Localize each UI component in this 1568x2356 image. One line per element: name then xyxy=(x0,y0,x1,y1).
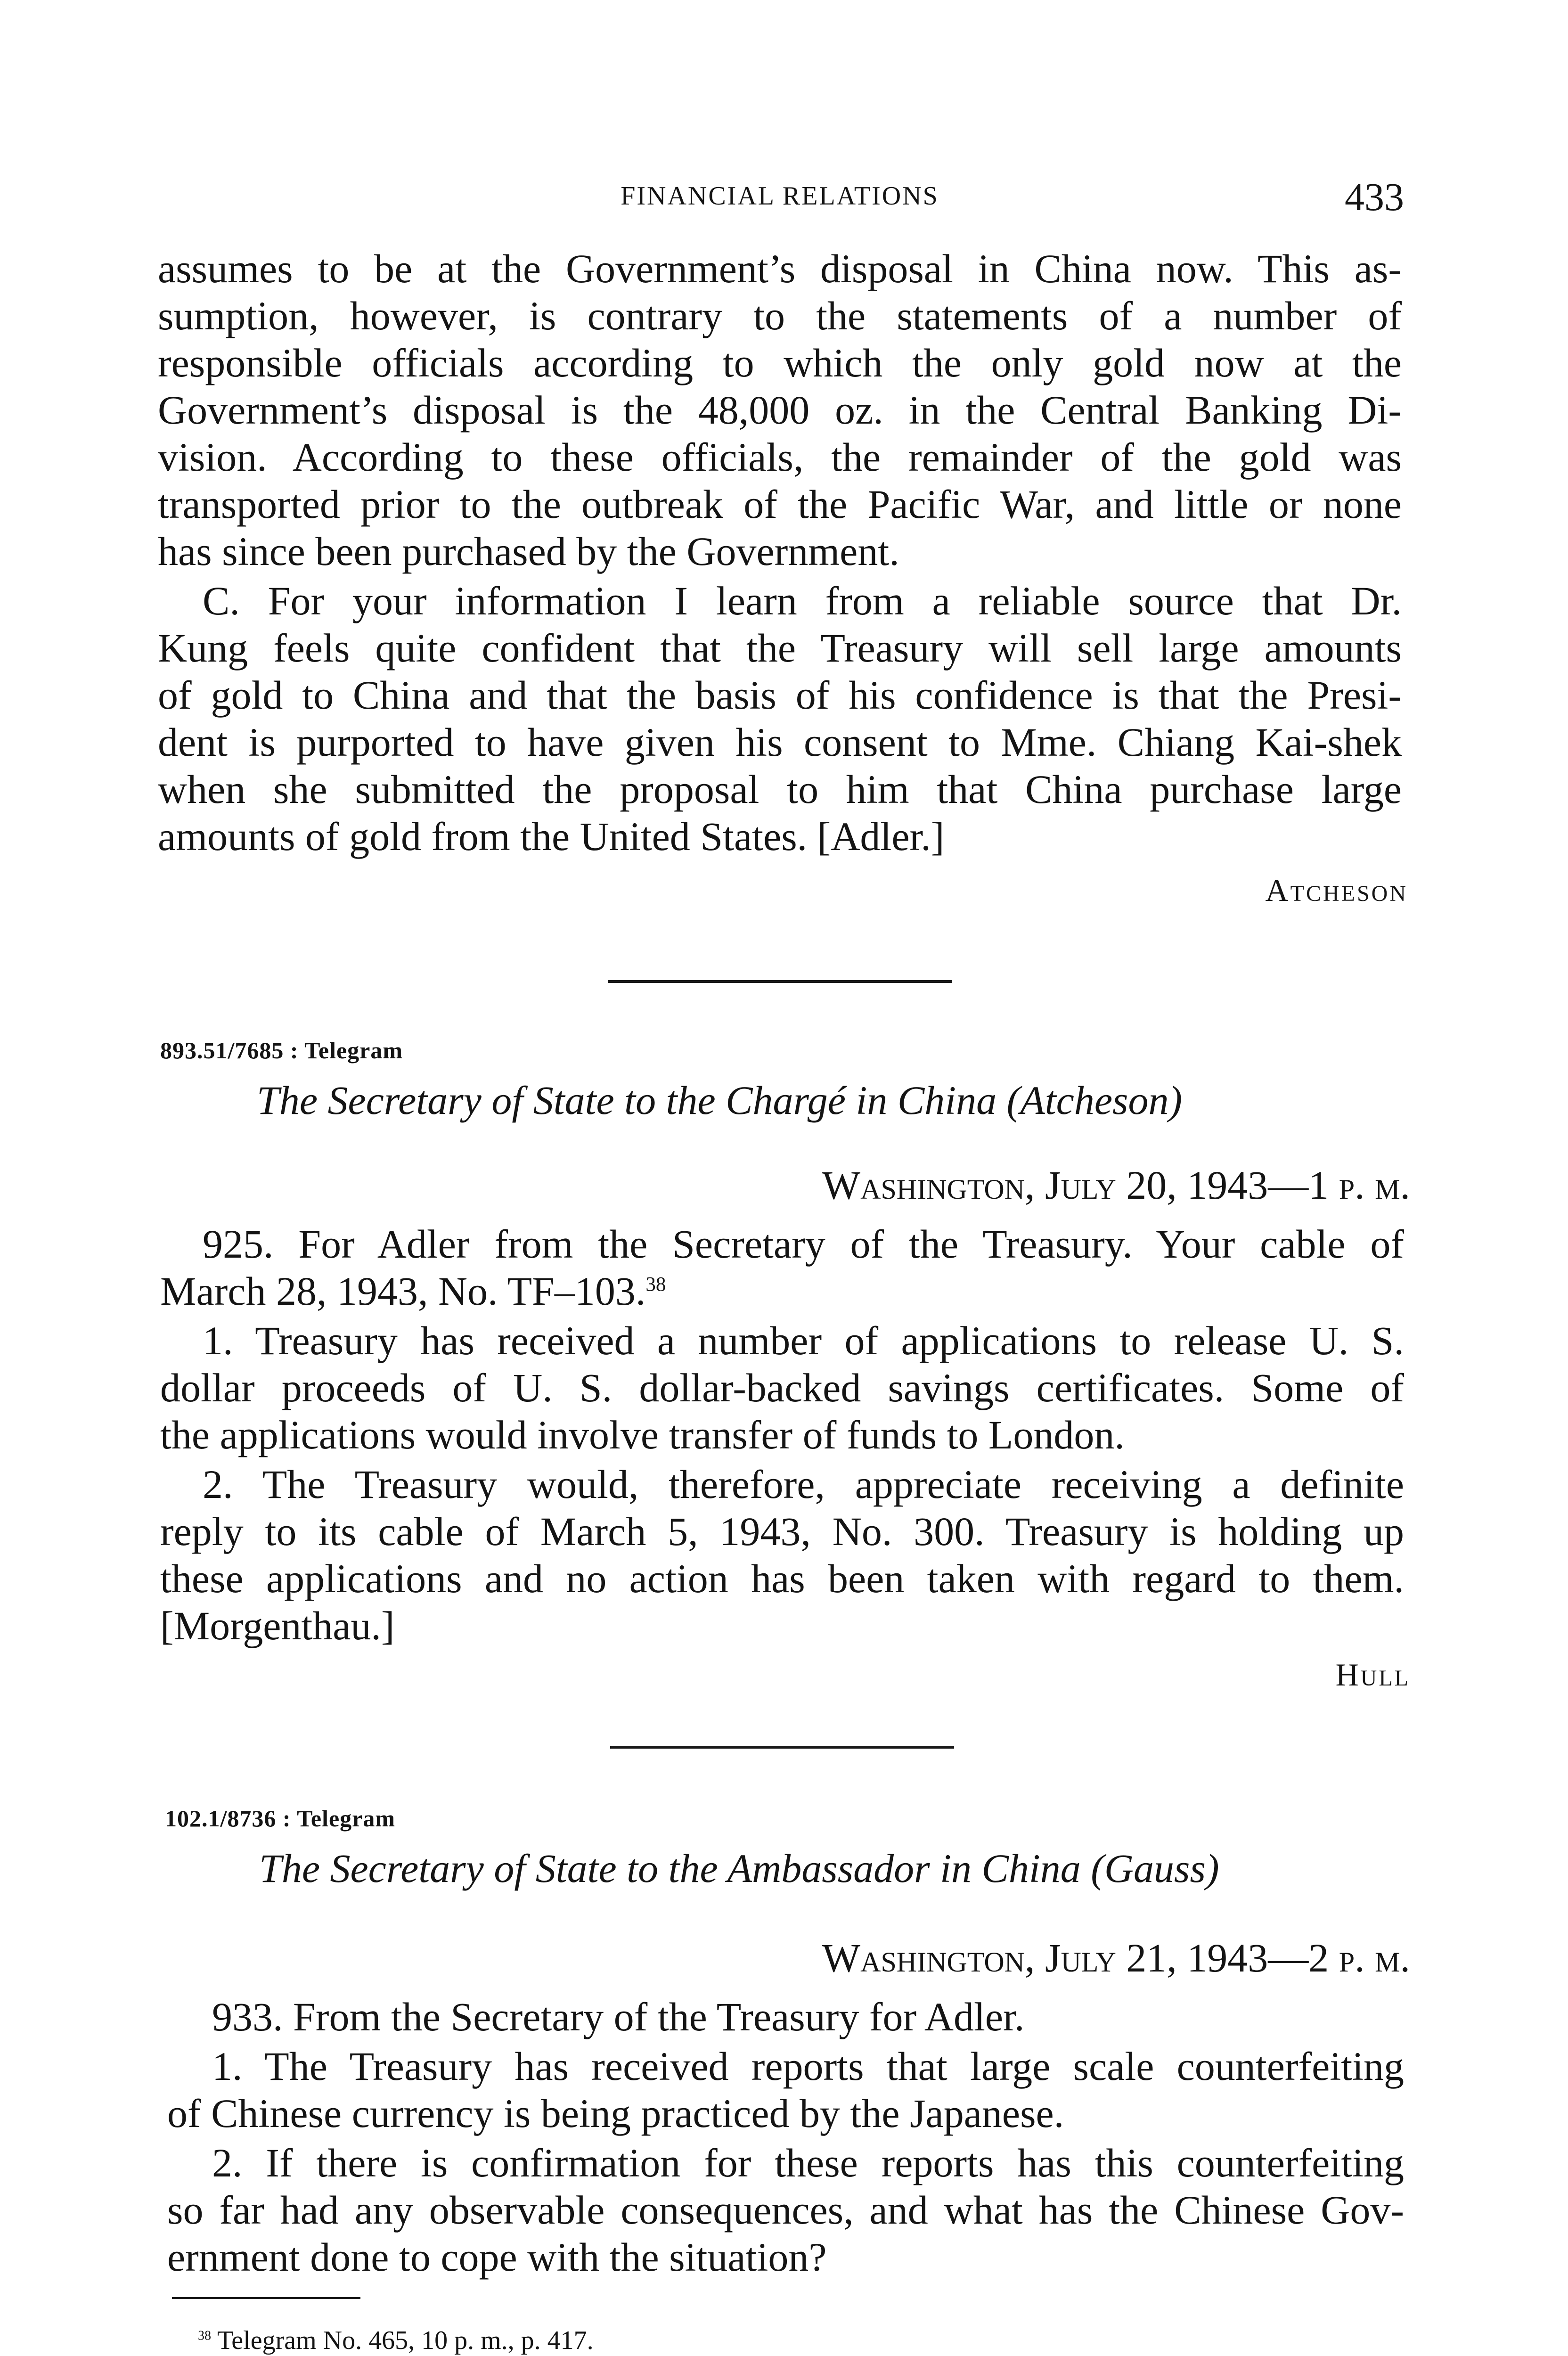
body-line: 2. If there is confirmation for these reports has this counterfeiting xyxy=(212,2140,1404,2185)
footnote-reference: 38 xyxy=(645,1273,666,1296)
dateline: Washington, July 21, 1943—2 p. m. xyxy=(822,1935,1410,1980)
body-line: 933. From the Secretary of the Treasury for Adler. xyxy=(212,1994,1025,2039)
body-line: the applications would involve transfer of funds to London. xyxy=(160,1412,1125,1457)
body-line: assumes to be at the Government’s disposal in China now. This as- xyxy=(158,246,1402,291)
body-line: 2. The Treasury would, therefore, appreciate receiving a definite xyxy=(203,1462,1404,1507)
body-line: of gold to China and that the basis of his confidence is that the Presi- xyxy=(158,672,1402,718)
signature: Hull xyxy=(1335,1657,1410,1693)
document-heading: The Secretary of State to the Chargé in China (Atcheson) xyxy=(257,1078,1183,1123)
body-line: dollar proceeds of U. S. dollar-backed savings certificates. Some of xyxy=(160,1365,1404,1410)
page-number: 433 xyxy=(1345,175,1404,219)
dateline: Washington, July 20, 1943—1 p. m. xyxy=(822,1162,1410,1208)
body-line: reply to its cable of March 5, 1943, No. 300. Treasury is holding up xyxy=(160,1509,1404,1554)
body-line: 1. Treasury has received a number of applications to release U. S. xyxy=(203,1318,1404,1363)
running-title: FINANCIAL RELATIONS xyxy=(621,181,939,211)
body-line: these applications and no action has been taken with regard to them. xyxy=(160,1556,1404,1601)
body-line: Government’s disposal is the 48,000 oz. in the Central Banking Di- xyxy=(158,387,1402,433)
body-line: responsible officials according to which the only gold now at the xyxy=(158,340,1402,385)
body-line: 1. The Treasury has received reports that large scale counterfeiting xyxy=(212,2044,1404,2089)
body-line: C. For your information I learn from a reliable source that Dr. xyxy=(203,578,1402,623)
signature: Atcheson xyxy=(1265,872,1408,908)
body-line: Kung feels quite confident that the Treasury will sell large amounts xyxy=(158,625,1402,671)
body-line: sumption, however, is contrary to the statements of a number of xyxy=(158,293,1402,338)
footnote-text: Telegram No. 465, 10 p. m., p. 417. xyxy=(217,2326,594,2355)
body-line: when she submitted the proposal to him that China purchase large xyxy=(158,767,1402,812)
body-line: dent is purported to have given his consent to Mme. Chiang Kai-shek xyxy=(158,720,1402,765)
body-line: so far had any observable consequences, and what has the Chinese Gov- xyxy=(167,2187,1404,2233)
body-line: [Morgenthau.] xyxy=(160,1603,395,1648)
footnote-rule xyxy=(172,2297,360,2299)
body-line: has since been purchased by the Government. xyxy=(158,529,899,574)
file-number: 893.51/7685 : Telegram xyxy=(160,1037,403,1063)
body-line: of Chinese currency is being practiced by the Japanese. xyxy=(167,2091,1064,2136)
body-line: transported prior to the outbreak of the Pacific War, and little or none xyxy=(158,482,1402,527)
document-heading: The Secretary of State to the Ambassador in China (Gauss) xyxy=(259,1846,1219,1891)
section-divider xyxy=(610,1746,954,1749)
file-number: 102.1/8736 : Telegram xyxy=(165,1805,396,1832)
running-head xyxy=(155,174,1404,221)
section-divider xyxy=(608,980,952,983)
body-line: 925. For Adler from the Secretary of the Treasury. Your cable of xyxy=(203,1221,1404,1267)
footnote-marker: 38 xyxy=(198,2328,211,2343)
body-line: amounts of gold from the United States. [Adler.] xyxy=(158,814,945,859)
body-line-with-note xyxy=(160,1268,666,1315)
footnote xyxy=(198,2325,594,2356)
body-line: ernment done to cope with the situation? xyxy=(167,2234,827,2280)
body-line: vision. According to these officials, the remainder of the gold was xyxy=(158,434,1402,480)
body-line-text: March 28, 1943, No. TF–103. xyxy=(160,1268,646,1314)
